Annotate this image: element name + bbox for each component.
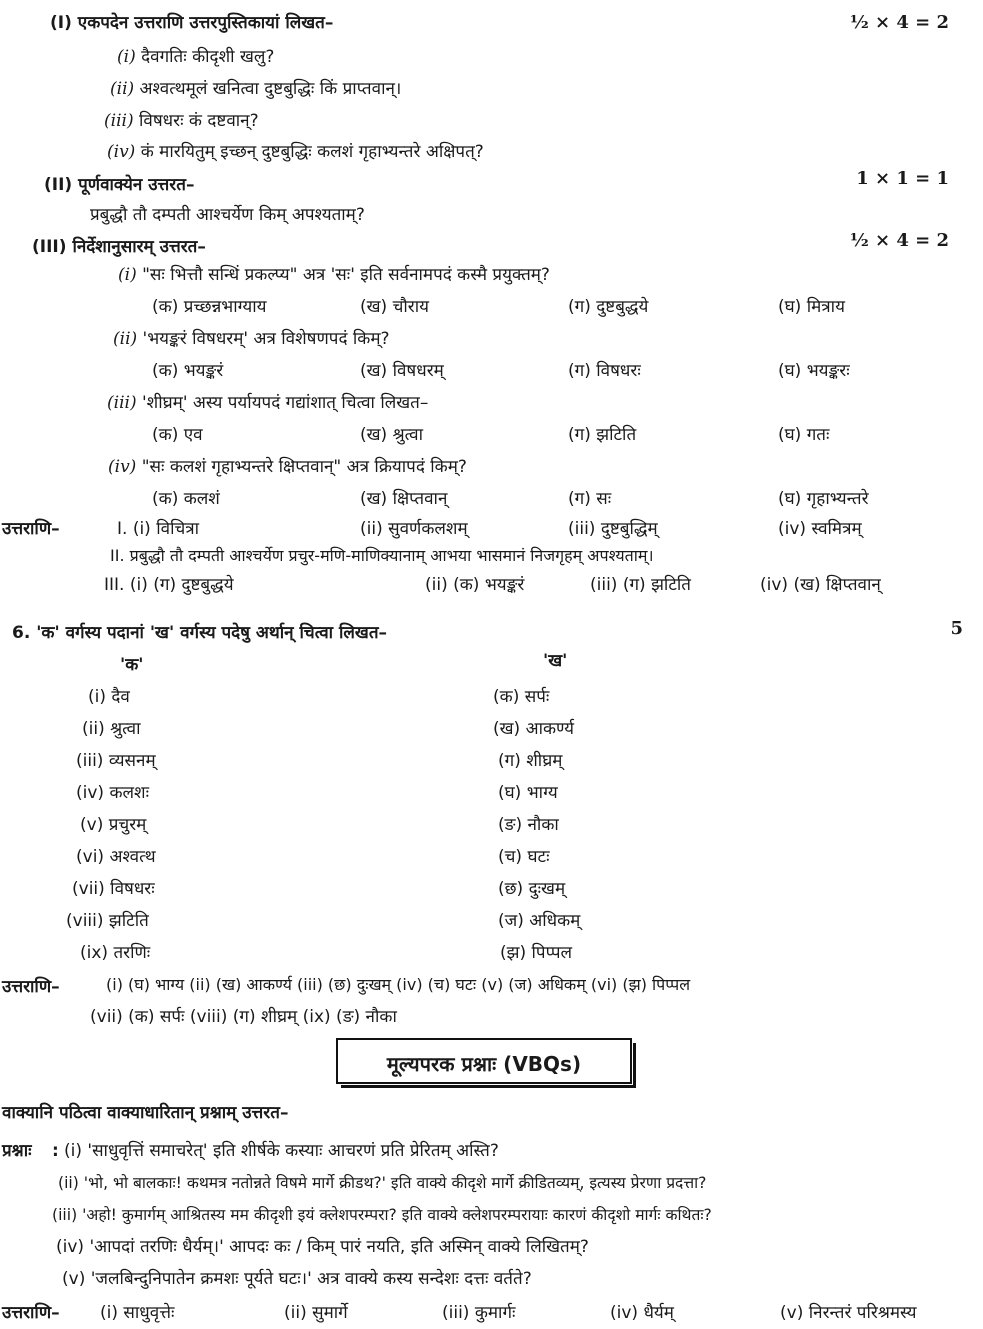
match-kha-item: (छ) दुःखम्	[498, 879, 566, 899]
vbq-questions-label: प्रश्नाः	[2, 1141, 32, 1161]
col-kha-header: 'ख'	[543, 651, 568, 671]
option: (ख) क्षिप्तवान्	[360, 489, 448, 509]
option: (क) एव	[152, 425, 203, 445]
answer-item: II. प्रबुद्धौ तौ दम्पती आश्चर्येण प्रचुर-मणि-माणिक्यानाम् आभया भासमानं निजगृहम् अपश्यताम्।	[110, 546, 654, 565]
list-item: (iv) "सः कलशं गृहाभ्यन्तरे क्षिप्तवान्" अत्र क्रियापदं किम्?	[108, 457, 467, 477]
option: (ग) सः	[568, 489, 612, 509]
section2-marks: 1 × 1 = 1	[856, 168, 949, 189]
answer-item: (iv) (ख) क्षिप्तवान्	[760, 575, 881, 595]
q6-marks: 5	[950, 618, 963, 639]
match-kha-item: (क) सर्पः	[493, 687, 550, 707]
section1-title: एकपदेन उत्तराणि उत्तरपुस्तिकायां लिखत–	[77, 13, 334, 33]
option: (ख) चौराय	[360, 297, 429, 317]
answer-item: (ii) सुवर्णकलशम्	[360, 519, 468, 539]
match-ka-item: (vii) विषधरः	[72, 879, 155, 899]
vbq-answer: (ii) सुमार्गे	[284, 1303, 348, 1323]
vbq-question: (v) 'जलबिन्दुनिपातेन क्रमशः पूर्यते घटः।' अत्र वाक्ये कस्य सन्देशः दत्तः वर्तते?	[62, 1269, 532, 1289]
list-item: (iii) 'शीघ्रम्' अस्य पर्यायपदं गद्यांशात् चित्वा लिखत–	[107, 393, 429, 413]
list-item: (i) दैवगतिः कीदृशी खलु?	[117, 47, 275, 67]
vbq-answer: (iii) कुमार्गः	[442, 1303, 516, 1323]
list-item: (ii) अश्वत्थमूलं खनित्वा दुष्टबुद्धिः किं प्राप्तवान्।	[110, 79, 402, 99]
option: (क) कलशं	[152, 489, 220, 509]
label-colon: :	[52, 1141, 59, 1161]
match-ka-item: (ix) तरणिः	[80, 943, 151, 963]
vbq-question: (iii) 'अहो! कुमार्गम् आश्रितस्य मम कीदृशी इयं क्लेशपरम्परा? इति वाक्ये क्लेशपरम्परायाः कारणं कीदृशो मार्गः कथितः?	[52, 1206, 712, 1224]
match-kha-item: (च) घटः	[498, 847, 550, 867]
list-item: (i) "सः भित्तौ सन्धिं प्रकल्प्य" अत्र 'सः' इति सर्वनामपदं कस्मै प्रयुक्तम्?	[118, 265, 550, 285]
section3-marks: ½ × 4 = 2	[849, 230, 949, 251]
match-ka-item: (iii) व्यसनम्	[76, 751, 156, 771]
vbq-instruction: वाक्यानि पठित्वा वाक्याधारितान् प्रश्नाम् उत्तरत–	[2, 1103, 289, 1123]
answer-line: (vii) (क) सर्पः (viii) (ग) शीघ्रम् (ix) (ङ) नौका	[90, 1007, 397, 1027]
section2-title: पूर्णवाक्येन उत्तरत–	[78, 175, 195, 195]
list-item: (ii) 'भयङ्करं विषधरम्' अत्र विशेषणपदं किम्?	[113, 329, 390, 349]
match-kha-item: (ख) आकर्ण्य	[493, 719, 574, 739]
col-ka-header: 'क'	[120, 655, 144, 675]
vbq-title: मूल्यपरक प्रश्नाः (VBQs)	[386, 1052, 582, 1076]
option: (ख) श्रुत्वा	[360, 425, 423, 445]
option: (घ) भयङ्करः	[778, 361, 850, 381]
section3-heading	[32, 236, 206, 258]
answer-item: I. (i) विचित्रा	[117, 519, 200, 539]
match-ka-item: (iv) कलशः	[76, 783, 150, 803]
section1-marks: ½ × 4 = 2	[849, 12, 949, 33]
section2-heading	[44, 174, 194, 196]
option: (ग) दुष्टबुद्धये	[568, 297, 649, 317]
section1-num: (I)	[50, 13, 72, 33]
match-ka-item: (v) प्रचुरम्	[80, 815, 147, 835]
match-kha-item: (ज) अधिकम्	[498, 911, 581, 931]
match-ka-item: (i) दैव	[88, 687, 130, 707]
match-kha-item: (ग) शीघ्रम्	[498, 751, 563, 771]
option: (ग) विषधरः	[568, 361, 641, 381]
vbq-answer: (iv) धैर्यम्	[610, 1303, 674, 1323]
section3-num: (III)	[32, 237, 67, 257]
option: (घ) मित्राय	[778, 297, 845, 317]
option: (क) प्रच्छन्नभाग्याय	[152, 297, 267, 317]
answer-item: (iii) दुष्टबुद्धिम्	[568, 519, 658, 539]
match-ka-item: (vi) अश्वत्थ	[76, 847, 156, 867]
match-kha-item: (झ) पिप्पल	[500, 943, 572, 963]
answers-label: उत्तराणि–	[2, 977, 60, 997]
answer-item: (iii) (ग) झटिति	[590, 575, 691, 595]
option: (ख) विषधरम्	[360, 361, 444, 381]
option: (ग) झटिति	[568, 425, 637, 445]
option: (घ) गृहाभ्यन्तरे	[778, 489, 869, 509]
list-item: (iii) विषधरः कं दष्टवान्?	[104, 111, 259, 131]
section1-heading	[50, 12, 333, 34]
match-ka-item: (viii) झटिति	[66, 911, 149, 931]
answer-item: III. (i) (ग) दुष्टबुद्धये	[104, 575, 234, 595]
section2-question: प्रबुद्धौ तौ दम्पती आश्चर्येण किम् अपश्यताम्?	[90, 205, 365, 225]
vbq-answers-label: उत्तराणि–	[2, 1303, 60, 1323]
vbq-question: (iv) 'आपदां तरणिः धैर्यम्।' आपदः कः / किम् पारं नयति, इति अस्मिन् वाक्ये लिखितम्?	[56, 1237, 589, 1257]
answer-item: (ii) (क) भयङ्करं	[425, 575, 525, 595]
vbq-answer: (v) निरन्तरं परिश्रमस्य	[780, 1303, 917, 1323]
match-kha-item: (ङ) नौका	[498, 815, 559, 835]
answer-line: (i) (घ) भाग्य (ii) (ख) आकर्ण्य (iii) (छ) दुःखम् (iv) (च) घटः (v) (ज) अधिकम् (vi) (झ) पिप्पल	[106, 975, 691, 994]
list-item: (iv) कं मारयितुम् इच्छन् दुष्टबुद्धिः कलशं गृहाभ्यन्तरे अक्षिपत्?	[107, 142, 484, 162]
q6-title: 6. 'क' वर्गस्य पदानां 'ख' वर्गस्य पदेषु अर्थान् चित्वा लिखत–	[12, 623, 388, 643]
section2-num: (II)	[44, 175, 73, 195]
answer-item: (iv) स्वमित्रम्	[778, 519, 862, 539]
answers-label: उत्तराणि–	[2, 519, 60, 539]
match-ka-item: (ii) श्रुत्वा	[82, 719, 141, 739]
vbq-title-box	[336, 1038, 632, 1084]
match-kha-item: (घ) भाग्य	[498, 783, 558, 803]
option: (क) भयङ्करं	[152, 361, 224, 381]
option: (घ) गतः	[778, 425, 830, 445]
vbq-question: (i) 'साधुवृत्तिं समाचरेत्' इति शीर्षके कस्याः आचरणं प्रति प्रेरितम् अस्ति?	[64, 1141, 499, 1161]
section3-title: निर्देशानुसारम् उत्तरत–	[72, 237, 206, 257]
vbq-question: (ii) 'भो, भो बालकाः! कथमत्र नतोन्नते विषमे मार्गे क्रीडथ?' इति वाक्ये कीदृशे मार्गे क्रीडितव्यम्, इत्यस्य प्रेरणा प्रदत्ता?	[58, 1174, 707, 1192]
vbq-answer: (i) साधुवृत्तेः	[100, 1303, 175, 1323]
